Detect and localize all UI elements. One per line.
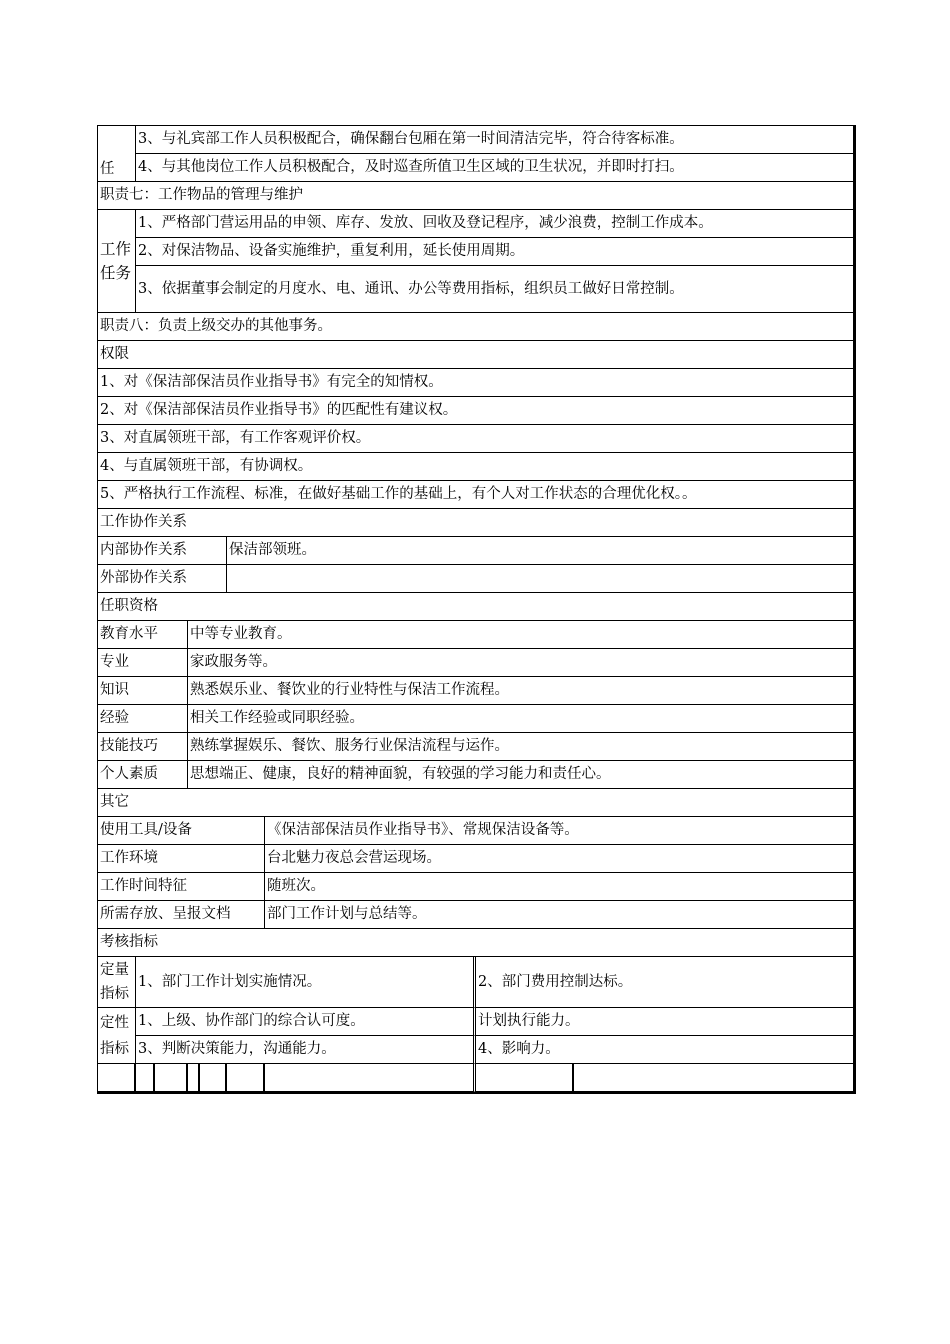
qualification-value: 相关工作经验或同职经验。 [188,705,854,733]
authority-item: 1、对《保洁部保洁员作业指导书》有完全的知情权。 [98,369,854,397]
qualification-value: 中等专业教育。 [188,621,854,649]
job-description-table [97,125,856,1094]
task-item: 1、严格部门营运用品的申领、库存、发放、回收及登记程序，减少浪费，控制工作成本。 [136,210,854,238]
duty8-title: 职责八：负责上级交办的其他事务。 [98,313,854,341]
other-label: 所需存放、呈报文档 [98,901,265,929]
other-value: 台北魅力夜总会营运现场。 [265,845,854,873]
empty-cell [136,1064,155,1092]
empty-cell [476,1064,574,1092]
duty-item: 3、与礼宾部工作人员积极配合，确保翻台包厢在第一时间清洁完毕，符合待客标准。 [136,126,854,154]
section-row [98,593,854,621]
other-title: 其它 [98,789,854,817]
qualification-value: 熟练掌握娱乐、餐饮、服务行业保洁流程与运作。 [188,733,854,761]
authority-row [98,397,854,425]
task-row [98,266,854,313]
other-label: 使用工具/设备 [98,817,265,845]
duty-row [98,154,854,182]
qualification-label: 经验 [98,705,188,733]
authority-item: 2、对《保洁部保洁员作业指导书》的匹配性有建议权。 [98,397,854,425]
other-row [98,873,854,901]
kpi-qual-row [98,1036,854,1064]
empty-row [98,1064,854,1092]
task-row [98,238,854,266]
empty-cell [155,1064,188,1092]
qual-item: 4、影响力。 [476,1036,854,1064]
relations-row [98,537,854,565]
work-task-side-label: 工作任务 [98,210,136,313]
qualifications-title: 任职资格 [98,593,854,621]
kpi-title: 考核指标 [98,929,854,957]
job-description-table-wrapper [97,125,853,1094]
qualification-value: 家政服务等。 [188,649,854,677]
section-row [98,313,854,341]
empty-cell [265,1064,476,1092]
section-row [98,509,854,537]
qualification-row [98,677,854,705]
task-item: 2、对保洁物品、设备实施维护，重复利用，延长使用周期。 [136,238,854,266]
qualification-row [98,649,854,677]
qualification-row [98,705,854,733]
duty7-title: 职责七：工作物品的管理与维护 [98,182,854,210]
empty-cell [98,1064,136,1092]
qualification-label: 教育水平 [98,621,188,649]
qual-item: 1、上级、协作部门的综合认可度。 [136,1008,476,1036]
qualification-row [98,621,854,649]
relations-title: 工作协作关系 [98,509,854,537]
section-row [98,182,854,210]
external-relations-label: 外部协作关系 [98,565,227,593]
duty-side-label: 任 [98,126,136,182]
authority-row [98,453,854,481]
task-row [98,210,854,238]
authority-title: 权限 [98,341,854,369]
authority-item: 5、严格执行工作流程、标准，在做好基础工作的基础上，有个人对工作状态的合理优化权。。 [98,481,854,509]
authority-item: 4、与直属领班干部，有协调权。 [98,453,854,481]
authority-item: 3、对直属领班干部，有工作客观评价权。 [98,425,854,453]
section-row [98,789,854,817]
other-value: 《保洁部保洁员作业指导书》、常规保洁设备等。 [265,817,854,845]
empty-cell [227,1064,265,1092]
authority-row [98,369,854,397]
qualification-label: 知识 [98,677,188,705]
empty-cell [574,1064,854,1092]
qual-label: 定性指标 [98,1008,136,1064]
kpi-quant-row [98,957,854,1008]
qual-item: 3、判断决策能力，沟通能力。 [136,1036,476,1064]
relations-row [98,565,854,593]
other-row [98,845,854,873]
quant-item: 1、部门工作计划实施情况。 [136,957,476,1008]
qualification-label: 技能技巧 [98,733,188,761]
quant-label: 定量指标 [98,957,136,1008]
qualification-label: 专业 [98,649,188,677]
qualification-value: 思想端正、健康，良好的精神面貌，有较强的学习能力和责任心。 [188,761,854,789]
section-row [98,341,854,369]
external-relations-value [227,565,854,593]
other-label: 工作环境 [98,845,265,873]
qualification-row [98,733,854,761]
empty-cell [200,1064,227,1092]
other-label: 工作时间特征 [98,873,265,901]
task-item: 3、依据董事会制定的月度水、电、通讯、办公等费用指标，组织员工做好日常控制。 [136,266,854,313]
section-row [98,929,854,957]
empty-cell [188,1064,200,1092]
other-row [98,817,854,845]
kpi-qual-row [98,1008,854,1036]
authority-row [98,481,854,509]
other-value: 随班次。 [265,873,854,901]
qualification-value: 熟悉娱乐业、餐饮业的行业特性与保洁工作流程。 [188,677,854,705]
quant-item: 2、部门费用控制达标。 [476,957,854,1008]
qualification-row [98,761,854,789]
qualification-label: 个人素质 [98,761,188,789]
other-value: 部门工作计划与总结等。 [265,901,854,929]
internal-relations-value: 保洁部领班。 [227,537,854,565]
duty-row [98,126,854,154]
other-row [98,901,854,929]
authority-row [98,425,854,453]
qual-item: 计划执行能力。 [476,1008,854,1036]
internal-relations-label: 内部协作关系 [98,537,227,565]
duty-item: 4、与其他岗位工作人员积极配合，及时巡查所值卫生区域的卫生状况，并即时打扫。 [136,154,854,182]
